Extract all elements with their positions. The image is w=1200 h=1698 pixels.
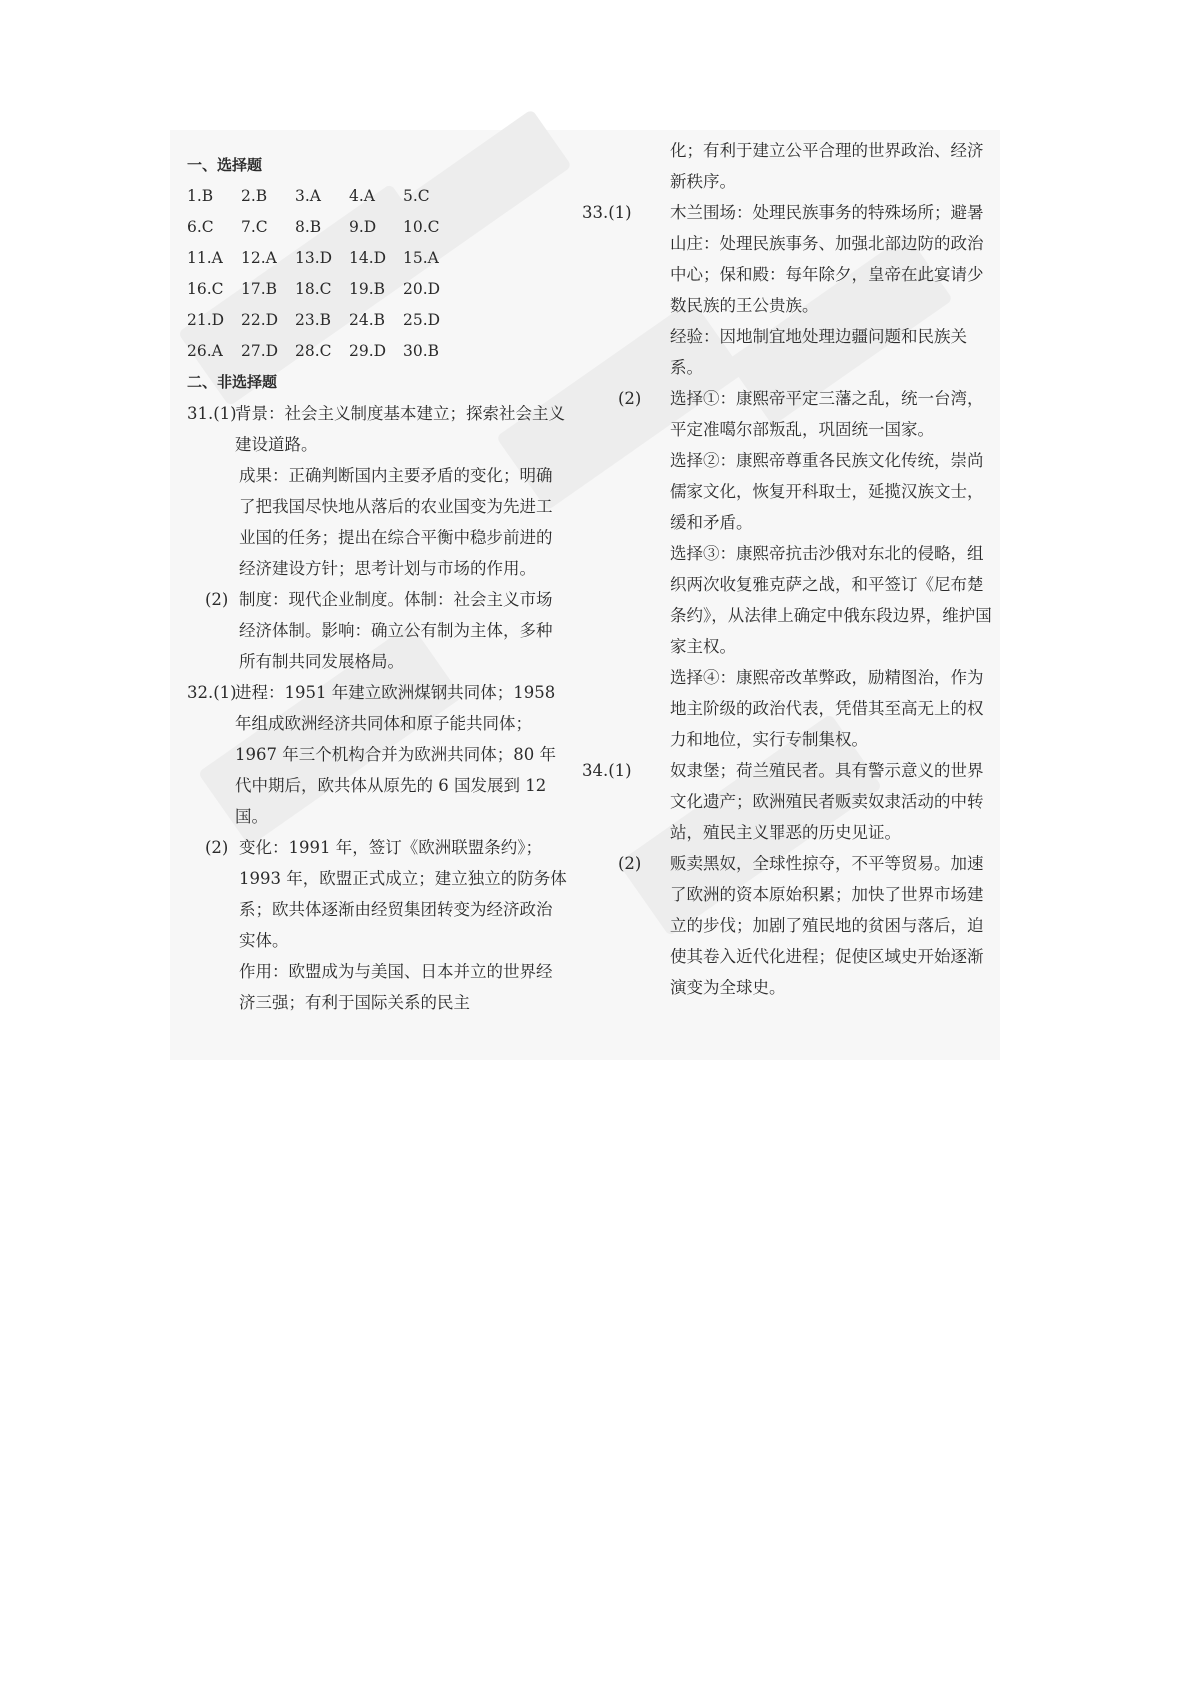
answer-text: 选择④：康熙帝改革弊政，励精图治，作为地主阶级的政治代表，凭借其至高无上的权力和地位，实行专制集权。 [670, 668, 984, 749]
answer-text: 贩卖黑奴，全球性掠夺，不平等贸易。加速了欧洲的资本原始积累；加快了世界市场建立的步伐；加剧了殖民地的贫困与落后，迫使其卷入近代化进程；促使区域史开始逐渐演变为全球史。 [670, 854, 984, 997]
mc-row [187, 336, 567, 367]
mc-answer: 20.D [403, 280, 441, 298]
section1-title: 一、选择题 [187, 156, 263, 174]
mc-answer: 12.A [241, 249, 277, 267]
question-number: (2) [205, 838, 229, 857]
answer-text: 经验：因地制宜地处理边疆问题和民族关系。 [670, 327, 967, 377]
mc-answer: 1.B [187, 187, 214, 205]
mc-answer: 8.B [295, 218, 322, 236]
question-number: 31.(1) [187, 404, 237, 423]
question-32-part-1 [187, 677, 567, 832]
mc-answer: 17.B [241, 280, 278, 298]
mc-answer: 15.A [403, 249, 439, 267]
mc-row [187, 274, 567, 305]
mc-answer: 11.A [187, 249, 223, 267]
mc-answer: 25.D [403, 311, 441, 329]
mc-answer: 4.A [349, 187, 375, 205]
question-number: 32.(1) [187, 683, 237, 702]
answer-text: 木兰围场：处理民族事务的特殊场所；避暑山庄：处理民族事务、加强北部边防的政治中心；保和殿：每年除夕，皇帝在此宴请少数民族的王公贵族。 [670, 203, 984, 315]
answer-text: 选择③：康熙帝抗击沙俄对东北的侵略，组织两次收复雅克萨之战，和平签订《尼布楚条约》，从法律上确定中俄东段边界，维护国家主权。 [670, 544, 992, 656]
mc-answer: 10.C [403, 218, 440, 236]
mc-answer: 14.D [349, 249, 387, 267]
mc-row [187, 181, 567, 212]
question-33-part-2 [618, 383, 998, 445]
mc-answer: 26.A [187, 342, 223, 360]
mc-answer: 18.C [295, 280, 332, 298]
question-number: 34.(1) [582, 761, 632, 780]
mc-answer: 3.A [295, 187, 321, 205]
mc-answer: 16.C [187, 280, 224, 298]
question-31-part-1 [187, 398, 567, 460]
mc-row [187, 305, 567, 336]
mc-answer: 28.C [295, 342, 332, 360]
question-number: (2) [205, 590, 229, 609]
mc-answer: 30.B [403, 342, 440, 360]
mc-answer: 5.C [403, 187, 430, 205]
question-31-part-2 [187, 584, 567, 677]
mc-answer: 13.D [295, 249, 333, 267]
mc-answer: 29.D [349, 342, 387, 360]
answer-text: 化；有利于建立公平合理的世界政治、经济新秩序。 [670, 141, 984, 191]
mc-answer: 7.C [241, 218, 268, 236]
mc-row [187, 212, 567, 243]
answer-text: 背景：社会主义制度基本建立；探索社会主义建设道路。 [235, 404, 565, 454]
mc-answer: 2.B [241, 187, 268, 205]
mc-answer: 23.B [295, 311, 332, 329]
mc-answer: 19.B [349, 280, 386, 298]
mc-answer: 24.B [349, 311, 386, 329]
question-34-part-2 [618, 848, 998, 1003]
mc-answers [187, 181, 567, 367]
answer-text: 作用：欧盟成为与美国、日本并立的世界经济三强；有利于国际关系的民主 [239, 962, 553, 1012]
answer-text: 变化：1991 年，签订《欧洲联盟条约》；1993 年，欧盟正式成立；建立独立的防务体系；欧共体逐渐由经贸集团转变为经济政治实体。 [239, 838, 567, 950]
question-33-part-1 [582, 197, 998, 321]
answer-text: 成果：正确判断国内主要矛盾的变化；明确了把我国尽快地从落后的农业国变为先进工业国的任务；提出在综合平衡中稳步前进的经济建设方针；思考计划与市场的作用。 [239, 466, 553, 578]
mc-answer: 21.D [187, 311, 225, 329]
right-column [582, 135, 998, 1003]
answer-text: 进程：1951 年建立欧洲煤钢共同体；1958 年组成欧洲经济共同体和原子能共同体；1967 年三个机构合并为欧洲共同体；80 年代中期后，欧共体从原先的 6 国发展到 12 国。 [235, 683, 556, 826]
section2-title: 二、非选择题 [187, 373, 278, 391]
question-number: 33.(1) [582, 203, 632, 222]
question-number: (2) [618, 854, 642, 873]
mc-answer: 6.C [187, 218, 214, 236]
question-32-part-2 [187, 832, 567, 956]
mc-row [187, 243, 567, 274]
mc-answer: 22.D [241, 311, 279, 329]
question-34-part-1 [582, 755, 998, 848]
mc-answer: 27.D [241, 342, 279, 360]
answer-text: 制度：现代企业制度。体制：社会主义市场经济体制。影响：确立公有制为主体，多种所有制共同发展格局。 [239, 590, 553, 671]
answer-text: 奴隶堡；荷兰殖民者。具有警示意义的世界文化遗产；欧洲殖民者贩卖奴隶活动的中转站，殖民主义罪恶的历史见证。 [670, 761, 984, 842]
mc-answer: 9.D [349, 218, 377, 236]
answer-text: 选择②：康熙帝尊重各民族文化传统，崇尚儒家文化，恢复开科取士，延揽汉族文士，缓和矛盾。 [670, 451, 984, 532]
left-column [187, 150, 567, 1018]
question-number: (2) [618, 389, 642, 408]
answer-text: 选择①：康熙帝平定三藩之乱，统一台湾，平定准噶尔部叛乱，巩固统一国家。 [670, 389, 984, 439]
